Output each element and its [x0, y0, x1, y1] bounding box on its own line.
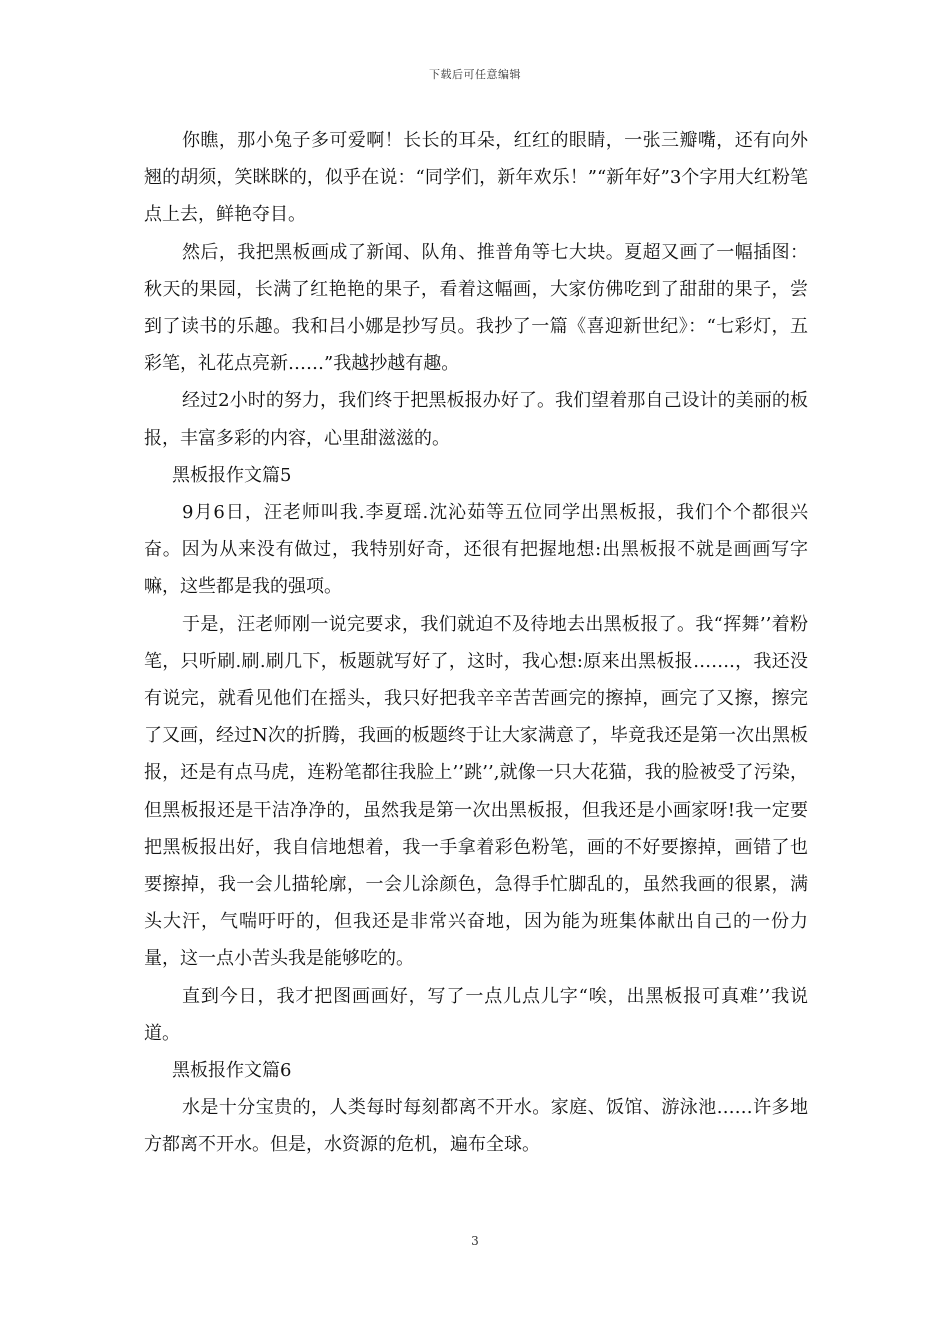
paragraph: 于是，汪老师刚一说完要求，我们就迫不及待地去出黑板报了。我“挥舞’’着粉笔，只听刷.刷.刷几下，板题就写好了，这时，我心想:原来出黑板报…….，我还没有说完，就看见他们在摇头，我只好把我辛辛苦苦画完的擦掉，画完了又擦，擦完了又画，经过N次的折腾，我画的板题终于让大家满意了，毕竟我还是第一次出黑板报，还是有点马虎，连粉笔都往我脸上’’跳’’,就像一只大花猫，我的脸被受了污染，但黑板报还是干洁净净的，虽然我是第一次出黑板报，但我还是小画家呀!我一定要把黑板报出好，我自信地想着，我一手拿着彩色粉笔，画的不好要擦掉，画错了也要擦掉，我一会儿描轮廓，一会儿涂颜色，急得手忙脚乱的，虽然我画的很累，满头大汗，气喘吁吁的，但我还是非常兴奋地，因为能为班集体献出自己的一份力量，这一点小苦头我是能够吃的。 [144, 613, 808, 970]
paragraph: 经过2小时的努力，我们终于把黑板报办好了。我们望着那自己设计的美丽的板报，丰富多彩的内容，心里甜滋滋的。 [144, 390, 808, 449]
section-heading: 黑板报作文篇6 [172, 1060, 292, 1082]
paragraph: 你瞧，那小兔子多可爱啊！长长的耳朵，红红的眼睛，一张三瓣嘴，还有向外翘的胡须，笑眯眯的，似乎在说：“同学们，新年欢乐！”“新年好”3个字用大红粉笔点上去，鲜艳夺目。 [144, 130, 808, 226]
section-heading: 黑板报作文篇5 [172, 464, 292, 486]
document-body [144, 122, 808, 1164]
page-header: 下载后可任意编辑 [429, 68, 521, 81]
paragraph: 9月6日，汪老师叫我.李夏瑶.沈沁茹等五位同学出黑板报，我们个个都很兴奋。因为从来没有做过，我特别好奇，还很有把握地想:出黑板报不就是画画写字嘛，这些都是我的强项。 [144, 502, 808, 598]
paragraph: 直到今日，我才把图画画好，写了一点儿点儿字“唉，出黑板报可真难’’我说道。 [144, 985, 808, 1044]
page-number: 3 [471, 1234, 479, 1248]
paragraph: 水是十分宝贵的，人类每时每刻都离不开水。家庭、饭馆、游泳池……许多地方都离不开水。但是，水资源的危机，遍布全球。 [144, 1097, 808, 1156]
paragraph: 然后，我把黑板画成了新闻、队角、推普角等七大块。夏超又画了一幅插图：秋天的果园，长满了红艳艳的果子，看着这幅画，大家仿佛吃到了甜甜的果子，尝到了读书的乐趣。我和吕小娜是抄写员。我抄了一篇《喜迎新世纪》：“七彩灯，五彩笔，礼花点亮新……”我越抄越有趣。 [144, 241, 808, 375]
